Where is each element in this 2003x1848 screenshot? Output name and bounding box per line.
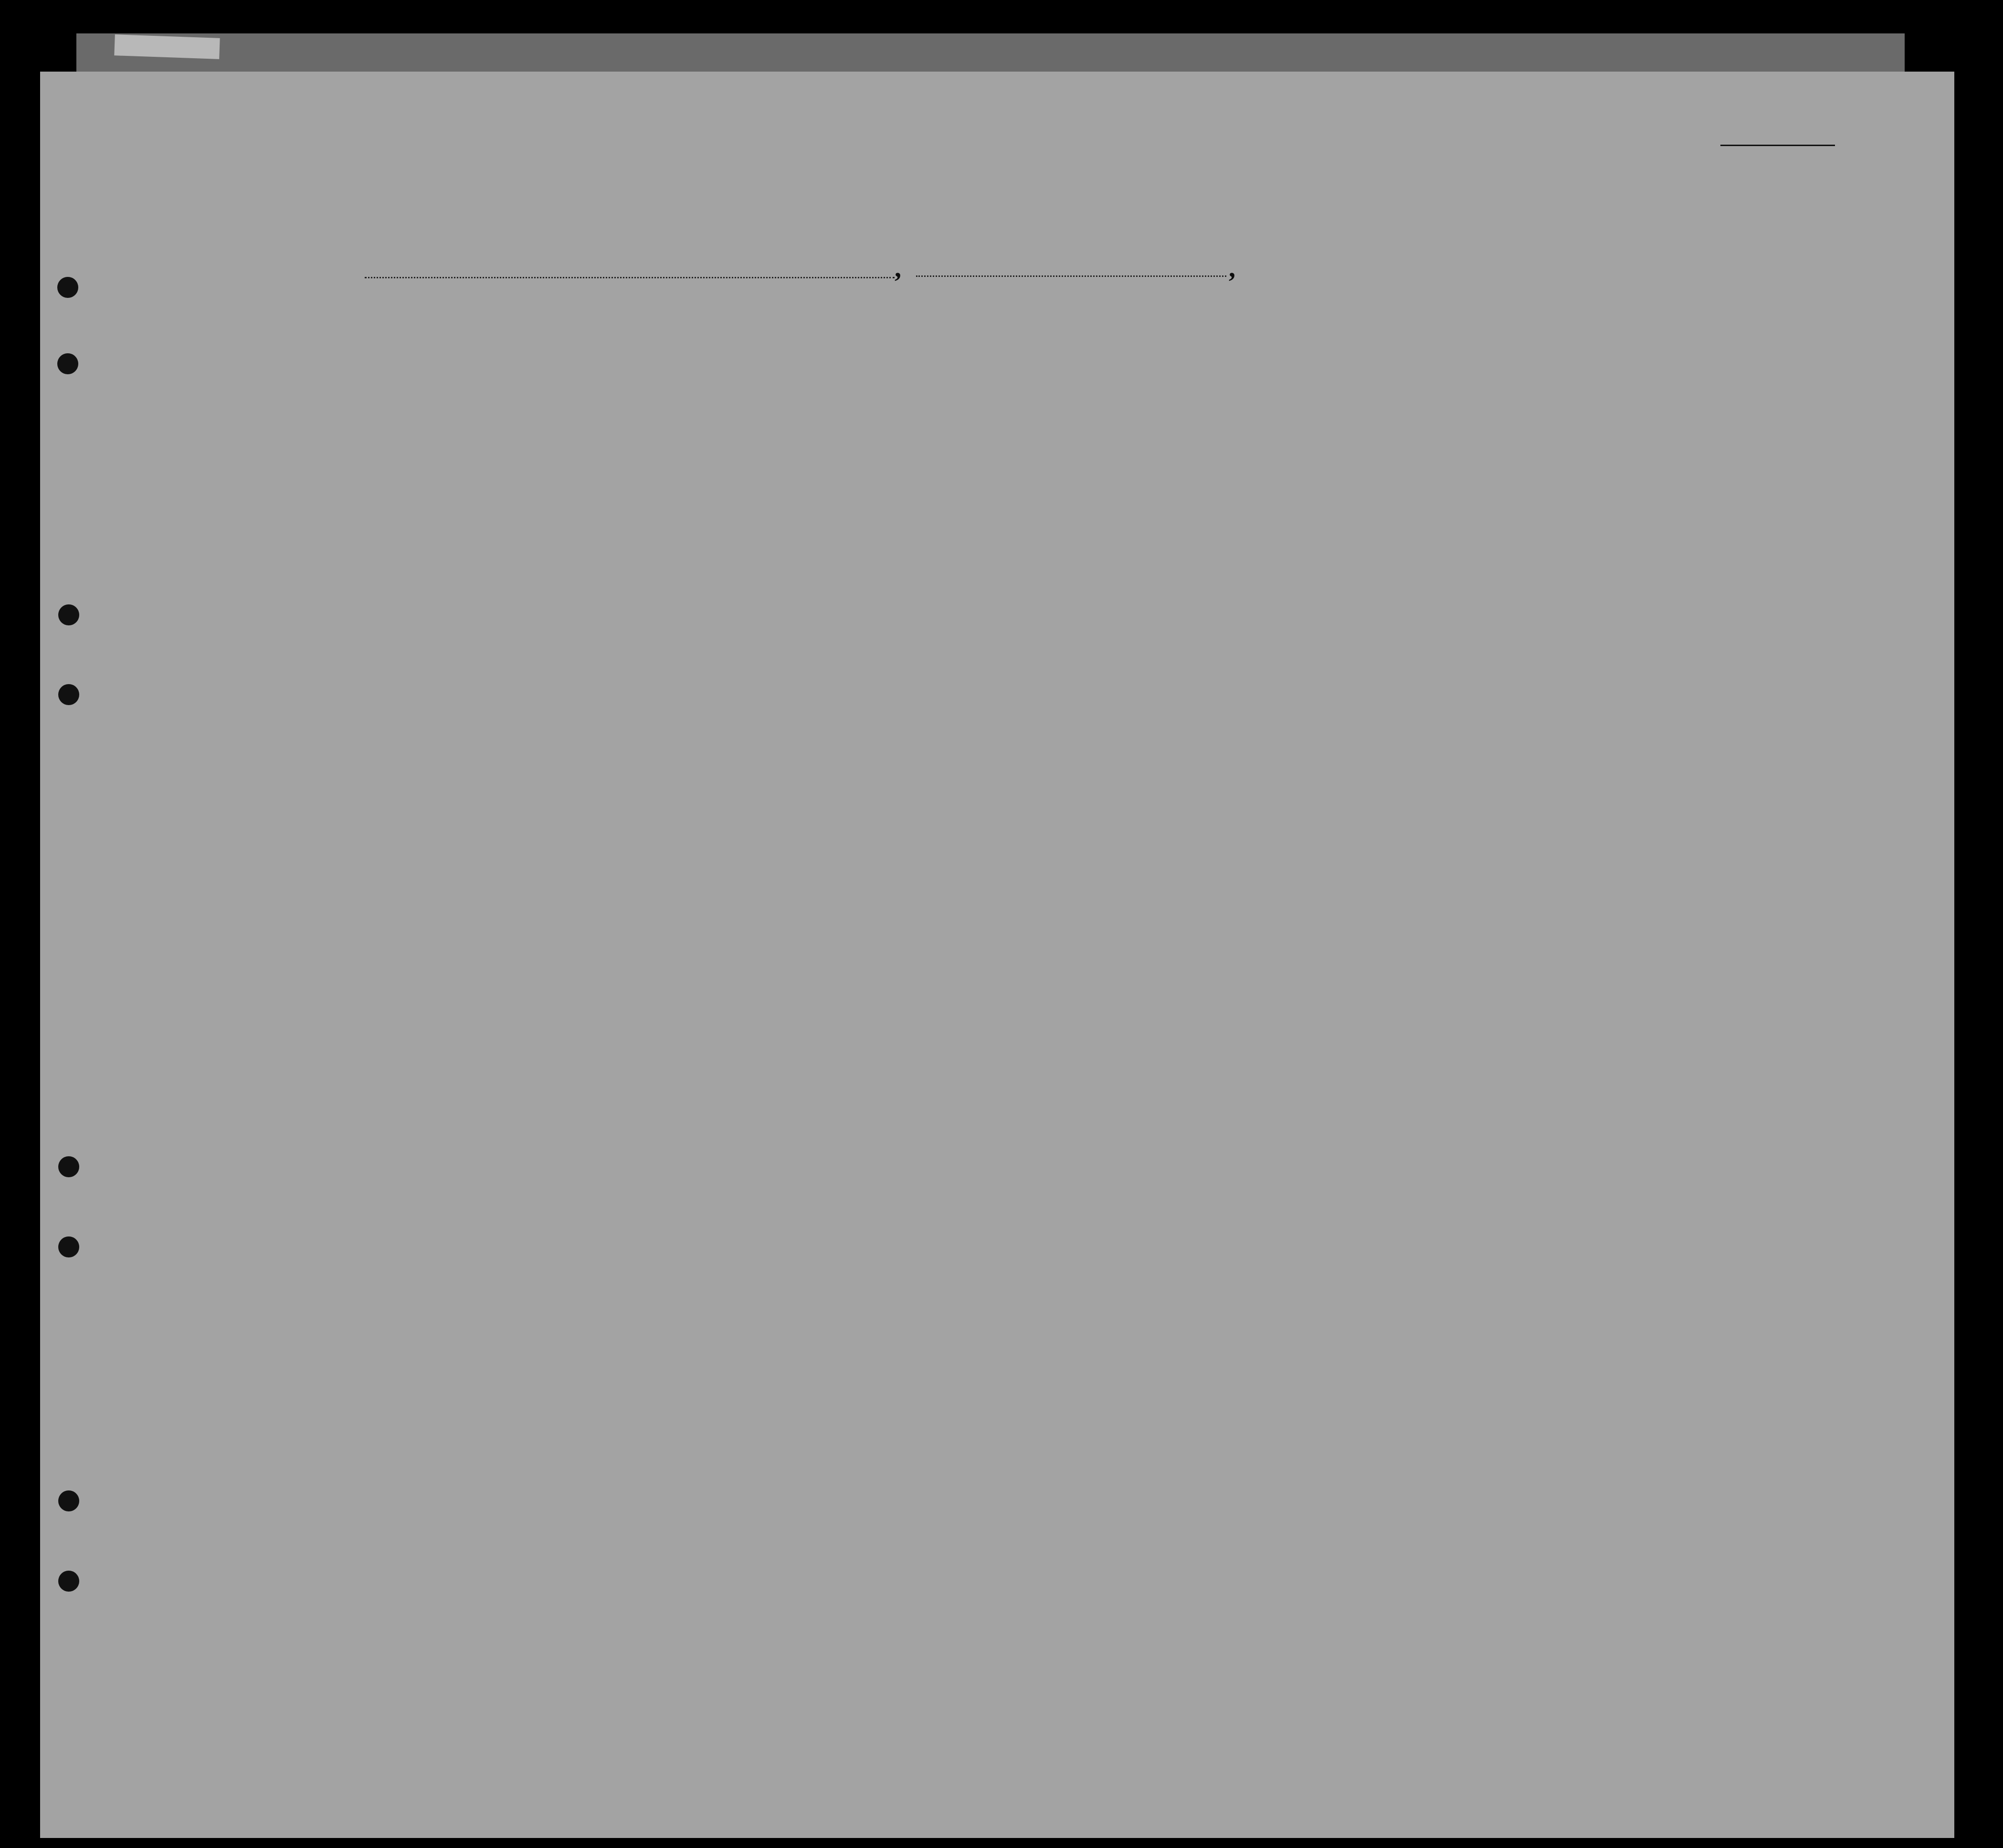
colnum-30 bbox=[1476, 310, 1523, 334]
manifest-grid bbox=[40, 72, 1954, 1838]
header-anarchist bbox=[1349, 337, 1376, 475]
colnum-36 bbox=[1786, 310, 1949, 334]
binder-hole bbox=[58, 1571, 79, 1592]
header-ever-before bbox=[748, 337, 878, 390]
colnum-22 bbox=[747, 310, 880, 334]
header-hair bbox=[1711, 391, 1749, 477]
header-purpose-return bbox=[1138, 352, 1186, 475]
colnum-20 bbox=[621, 310, 715, 334]
header-height bbox=[1634, 337, 1677, 390]
binder-hole bbox=[57, 353, 78, 374]
binder-hole bbox=[58, 1236, 79, 1257]
binder-hole bbox=[58, 604, 79, 625]
header-inches bbox=[1655, 391, 1677, 475]
colnum-28 bbox=[1376, 310, 1441, 334]
colnum-25 bbox=[1284, 310, 1322, 334]
header-fifty-dollars bbox=[715, 337, 747, 475]
header-purpose-citizen bbox=[1238, 352, 1284, 475]
colnum-27 bbox=[1349, 310, 1376, 334]
manifest-page bbox=[40, 72, 1954, 1838]
header-city bbox=[474, 382, 590, 477]
header-yes-no bbox=[747, 391, 773, 477]
colnum-32 bbox=[1573, 310, 1634, 334]
colnum-34 bbox=[1677, 310, 1711, 334]
header-deformed bbox=[1574, 339, 1633, 473]
colnum-24 bbox=[1138, 310, 1284, 334]
underlying-sheet-tab bbox=[114, 34, 220, 59]
colnum-23 bbox=[880, 310, 1138, 334]
header-q28 bbox=[1376, 337, 1441, 475]
header-where bbox=[827, 420, 880, 477]
binder-hole bbox=[58, 684, 79, 705]
header-feet bbox=[1634, 391, 1655, 475]
colnum-21 bbox=[715, 310, 747, 334]
header-final-destination bbox=[426, 339, 590, 363]
header-purpose-length bbox=[1186, 352, 1238, 475]
colnum-26 bbox=[1322, 310, 1349, 334]
colnum-16 bbox=[119, 310, 167, 334]
comma: , bbox=[895, 253, 901, 283]
header-q30 bbox=[1476, 337, 1523, 475]
header-no-on-list bbox=[119, 334, 167, 477]
header-color-of bbox=[1711, 337, 1786, 390]
header-health bbox=[1524, 339, 1572, 473]
header-ticket bbox=[590, 337, 621, 475]
header-passage-paid-note bbox=[623, 406, 712, 473]
binder-hole bbox=[58, 1156, 79, 1177]
header-nearest-relative bbox=[173, 339, 421, 473]
header-purpose bbox=[1138, 337, 1284, 350]
header-marks bbox=[1786, 339, 1949, 473]
comma: , bbox=[1229, 253, 1235, 283]
header-eyes bbox=[1749, 391, 1786, 477]
header-complexion bbox=[1677, 339, 1711, 473]
header-final-destination-note bbox=[426, 362, 590, 373]
colnum-29 bbox=[1441, 310, 1476, 334]
colnum-35 bbox=[1711, 310, 1786, 334]
colnum-17 bbox=[168, 310, 426, 334]
binder-hole bbox=[58, 1490, 79, 1511]
header-year-period bbox=[773, 420, 827, 477]
binder-hole bbox=[57, 277, 78, 298]
colnum-18 bbox=[426, 310, 590, 334]
header-prison bbox=[1284, 337, 1322, 475]
header-polygamist bbox=[1322, 337, 1349, 475]
header-passage-paid bbox=[625, 348, 710, 406]
header-join-relative bbox=[885, 339, 1133, 473]
colnum-19 bbox=[590, 310, 621, 334]
colnum-33 bbox=[1634, 310, 1677, 334]
header-state bbox=[426, 382, 474, 477]
colnum-31 bbox=[1523, 310, 1573, 334]
header-if-yes bbox=[773, 391, 880, 420]
header-q29 bbox=[1441, 337, 1476, 475]
